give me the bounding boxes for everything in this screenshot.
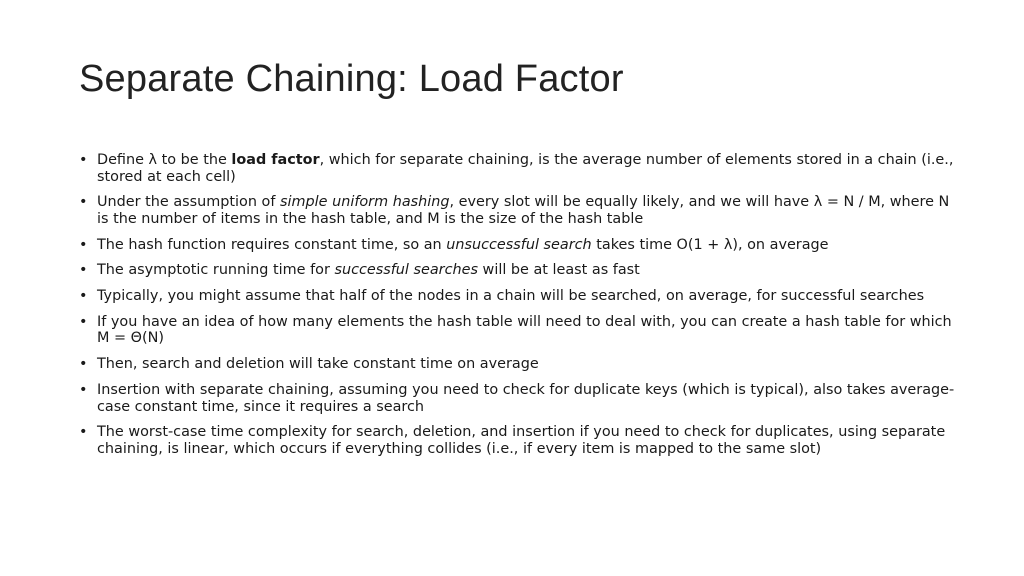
bullet-text: takes time O(1 + λ), on average xyxy=(591,236,829,253)
bullet-list xyxy=(79,152,959,467)
bullet-text: The asymptotic running time for xyxy=(97,262,335,279)
italic-term: simple uniform hashing xyxy=(280,194,450,211)
bullet-text: Define λ to be the xyxy=(97,152,232,168)
bullet-text: The worst-case time complexity for search, deletion, and insertion if you need to check for duplicates, using separate chaining, is linear, which occurs if everything collides (i.e., if every item is mapped to the same slot) xyxy=(97,424,946,457)
bullet-text: The hash function requires constant time, so an xyxy=(97,236,447,253)
bullet-item xyxy=(79,237,959,254)
italic-term: successful searches xyxy=(334,262,478,279)
slide-title: Separate Chaining: Load Factor xyxy=(79,58,624,100)
bullet-text: , every slot will be equally likely, and we will have λ = N / M, where N is the number of items in the hash table, and M is the size of the hash table xyxy=(97,194,950,227)
bullet-item xyxy=(79,194,959,227)
bullet-text: Then, search and deletion will take constant time on average xyxy=(97,356,539,373)
bullet-text: Typically, you might assume that half of the nodes in a chain will be searched, on average, for successful searches xyxy=(97,288,925,305)
bullet-item xyxy=(79,152,959,185)
bullet-text: Under the assumption of xyxy=(97,194,280,211)
bullet-text: will be at least as fast xyxy=(477,262,640,279)
bullet-text: , which for separate chaining, is the average number of elements stored in a chain (i.e., stored at each cell) xyxy=(97,152,954,185)
bullet-item xyxy=(79,382,959,415)
bullet-text: If you have an idea of how many elements the hash table will need to deal with, you can create a hash table for which M = Θ(N) xyxy=(97,313,952,347)
bold-term: load factor xyxy=(231,152,320,168)
bullet-item xyxy=(79,356,959,373)
bullet-item xyxy=(79,424,959,457)
bullet-item xyxy=(79,288,959,305)
italic-term: unsuccessful search xyxy=(446,236,592,253)
bullet-text: Insertion with separate chaining, assuming you need to check for duplicate keys (which is typical), also takes average-case constant time, since it requires a search xyxy=(97,382,955,415)
bullet-item xyxy=(79,314,959,347)
bullet-item xyxy=(79,262,959,279)
